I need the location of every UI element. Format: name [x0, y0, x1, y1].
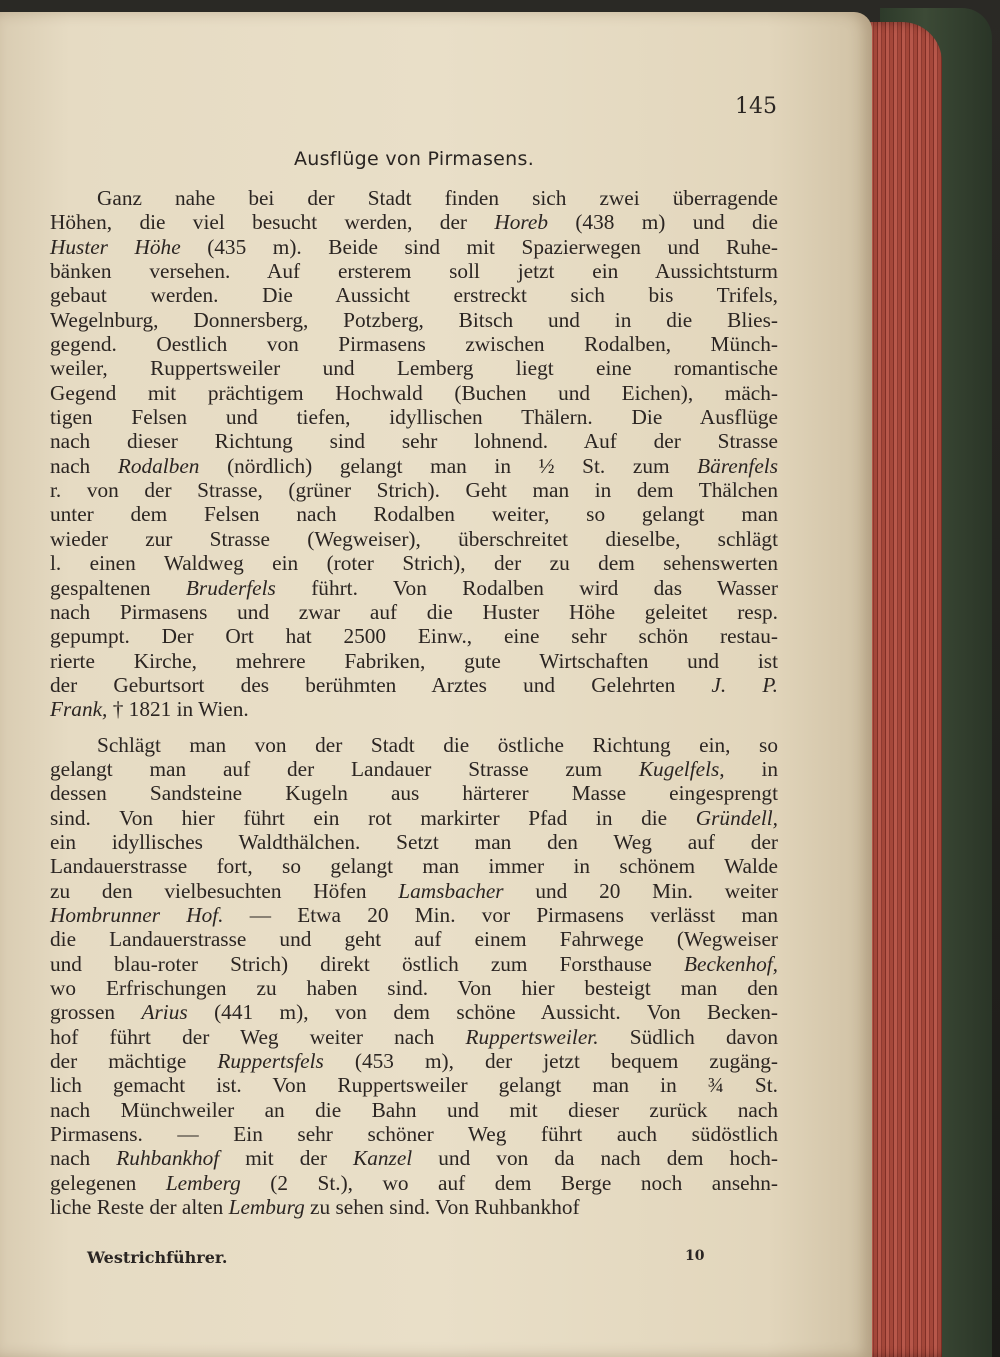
text-run: (441 m), von dem schöne Aussicht. Von Becken-	[187, 1000, 778, 1025]
place-name: Ruppertsfels	[217, 1049, 324, 1074]
text-line	[50, 576, 778, 600]
text-run: gelangt man auf der Landauer Strasse zum	[50, 756, 639, 781]
text-run: die Landauerstrasse und geht auf einem Fahrwege (Wegweiser	[50, 927, 778, 952]
text-line	[50, 356, 778, 380]
text-run: Gegend mit prächtigem Hochwald (Buchen und Eichen), mäch-	[50, 380, 778, 405]
text-run: gelegenen	[50, 1170, 166, 1195]
text-run: zu den vielbesuchten Höfen	[50, 878, 399, 903]
text-line	[50, 1171, 778, 1195]
text-run: der mächtige	[50, 1049, 218, 1074]
text-line	[50, 235, 778, 259]
text-run: (435 m). Beide sind mit Spazierwegen und Ruhe-	[180, 234, 779, 259]
text-run: † 1821 in Wien.	[107, 697, 249, 722]
text-run: weiler, Ruppertsweiler und Lemberg liegt eine romantische	[50, 356, 778, 381]
text-run: führt. Von Rodalben wird das Wasser	[275, 575, 778, 600]
text-line	[50, 429, 778, 453]
text-run: hof führt der Weg weiter nach	[50, 1024, 466, 1049]
text-line	[50, 927, 778, 951]
text-line	[50, 1025, 778, 1049]
place-name: Ruhbankhof	[116, 1146, 220, 1171]
text-run: mit der	[219, 1146, 354, 1171]
place-name: Lemberg	[165, 1170, 241, 1195]
text-run: r. von der Strasse, (grüner Strich). Geht man in dem Thälchen	[50, 478, 778, 503]
text-run: grossen	[50, 1000, 142, 1025]
text-line	[50, 879, 778, 903]
place-name: Huster Höhe	[50, 234, 181, 259]
text-line	[50, 781, 778, 805]
text-line	[50, 283, 778, 307]
text-run: und 20 Min. weiter	[503, 878, 778, 903]
text-line	[50, 673, 778, 697]
text-run: sind. Von hier führt ein rot markirter Pfad in die	[50, 805, 696, 830]
place-name: Kanzel	[353, 1146, 413, 1171]
text-run: gespaltenen	[50, 575, 186, 600]
text-line	[50, 976, 778, 1000]
text-run: in	[724, 756, 779, 781]
text-line	[50, 527, 778, 551]
text-run: Schlägt man von der Stadt die östliche Richtung ein, so	[97, 732, 778, 757]
text-line	[50, 757, 778, 781]
text-line	[50, 1195, 778, 1219]
place-name: J. P.	[711, 672, 778, 697]
text-run: Wegelnburg, Donnersberg, Potzberg, Bitsch und in die Blies-	[50, 307, 778, 332]
text-run: lich gemacht ist. Von Ruppertsweiler gelangt man in ¾ St.	[50, 1073, 778, 1098]
text-line	[50, 649, 778, 673]
text-run: und blau-roter Strich) direkt östlich zum Forsthause	[50, 951, 684, 976]
text-run: zu sehen sind. Von Ruhbankhof	[304, 1195, 580, 1220]
place-name: Beckenhof,	[683, 951, 778, 976]
page-number: 145	[735, 94, 777, 119]
text-line	[50, 210, 778, 234]
place-name: Rodalben	[117, 453, 200, 478]
text-line	[50, 1000, 778, 1024]
text-run: (453 m), der jetzt bequem zugäng-	[323, 1049, 778, 1074]
text-run: Pirmasens. — Ein sehr schöner Weg führt auch südöstlich	[50, 1122, 778, 1147]
text-run: wieder zur Strasse (Wegweiser), überschreitet dieselbe, schlägt	[50, 526, 778, 551]
text-run: der Geburtsort des berühmten Arztes und Gelehrten	[50, 672, 712, 697]
place-name: Lamsbacher	[398, 878, 504, 903]
place-name: Bruderfels	[185, 575, 276, 600]
body-text	[50, 186, 778, 1219]
text-line	[50, 478, 778, 502]
place-name: Arius	[141, 1000, 188, 1025]
text-line	[50, 830, 778, 854]
text-run: tigen Felsen und tiefen, idyllischen Thälern. Die Ausflüge	[50, 405, 778, 430]
text-run: wo Erfrischungen zu haben sind. Von hier besteigt man den	[50, 976, 778, 1000]
place-name: Hombrunner Hof.	[50, 902, 224, 927]
text-run: Südlich davon	[598, 1024, 778, 1049]
text-run: nach Münchweiler an die Bahn und mit dieser zurück nach	[50, 1097, 778, 1122]
text-run: Höhen, die viel besucht werden, der	[50, 210, 495, 235]
footer-sheet-number: 10	[685, 1248, 705, 1264]
place-name: Lemburg	[228, 1195, 305, 1220]
text-run: und von da nach dem hoch-	[412, 1146, 778, 1171]
place-name: Frank,	[50, 697, 108, 722]
text-line	[50, 502, 778, 526]
text-line	[50, 186, 778, 210]
text-line	[50, 624, 778, 648]
place-name: Ruppertsweiler.	[465, 1024, 599, 1049]
text-run: — Etwa 20 Min. vor Pirmasens verlässt man	[223, 902, 779, 927]
place-name: Kugelfels,	[638, 756, 725, 781]
text-line	[50, 733, 778, 757]
text-line	[50, 551, 778, 575]
text-line	[50, 1146, 778, 1170]
text-run: nach	[50, 453, 118, 478]
text-line	[50, 1098, 778, 1122]
text-run: unter dem Felsen nach Rodalben weiter, so gelangt man	[50, 502, 778, 527]
text-line	[50, 806, 778, 830]
text-line	[50, 600, 778, 624]
text-run: nach dieser Richtung sind sehr lohnend. Auf der Strasse	[50, 429, 778, 454]
page-heading: Ausflüge von Pirmasens.	[293, 148, 535, 170]
text-run: bänken versehen. Auf ersterem soll jetzt ein Aussichtsturm	[50, 259, 778, 284]
text-line	[50, 259, 778, 283]
text-run: gebaut werden. Die Aussicht erstreckt sich bis Trifels,	[50, 283, 778, 308]
text-run: nach	[50, 1146, 117, 1171]
text-line	[50, 1049, 778, 1073]
text-run: gepumpt. Der Ort hat 2500 Einw., eine sehr schön restau-	[50, 624, 778, 649]
text-run: dessen Sandsteine Kugeln aus härterer Masse eingesprengt	[50, 781, 778, 806]
text-run: ein idyllisches Waldthälchen. Setzt man den Weg auf der	[50, 829, 778, 854]
text-run: liche Reste der alten	[50, 1195, 229, 1220]
text-line	[50, 1122, 778, 1146]
text-line	[50, 1073, 778, 1097]
text-run: Ganz nahe bei der Stadt finden sich zwei überragende	[97, 186, 778, 210]
text-line	[50, 381, 778, 405]
place-name: Gründell,	[695, 805, 778, 830]
text-line	[50, 405, 778, 429]
place-name: Horeb	[494, 210, 548, 235]
text-line	[50, 854, 778, 878]
text-run: (nördlich) gelangt man in ½ St. zum	[199, 453, 698, 478]
text-line	[50, 454, 778, 478]
text-run: (438 m) und die	[547, 210, 778, 235]
place-name: Bärenfels	[697, 453, 778, 478]
text-run: Landauerstrasse fort, so gelangt man immer in schönem Walde	[50, 854, 778, 879]
text-line	[50, 697, 778, 721]
text-run: nach Pirmasens und zwar auf die Huster Höhe geleitet resp.	[50, 599, 778, 624]
footer-signature: Westrichführer.	[87, 1248, 228, 1267]
text-line	[50, 903, 778, 927]
text-run: (2 St.), wo auf dem Berge noch ansehn-	[240, 1170, 778, 1195]
text-run: l. einen Waldweg ein (roter Strich), der zu dem sehenswerten	[50, 551, 778, 576]
paragraph	[50, 733, 778, 1220]
text-line	[50, 332, 778, 356]
text-line	[50, 308, 778, 332]
paragraph	[50, 186, 778, 722]
text-line	[50, 952, 778, 976]
text-run: rierte Kirche, mehrere Fabriken, gute Wirtschaften und ist	[50, 648, 778, 673]
text-run: gegend. Oestlich von Pirmasens zwischen Rodalben, Münch-	[50, 332, 778, 357]
